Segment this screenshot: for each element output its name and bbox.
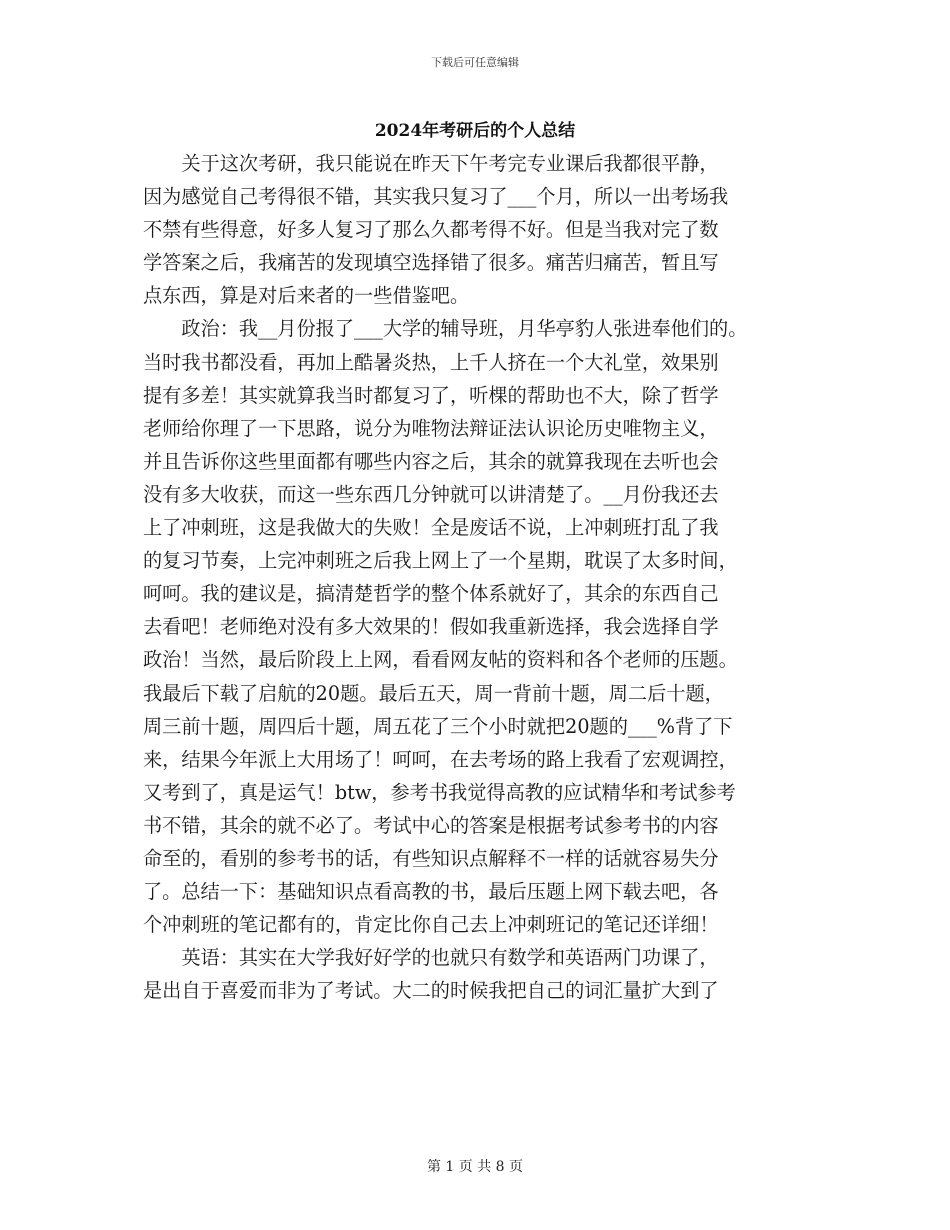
body-line: 没有多大收获，而这一些东西几分钟就可以讲清楚了。__月份我还去 (143, 482, 719, 506)
body-line: 呵呵。我的建议是，搞清楚哲学的整个体系就好了，其余的东西自己 (143, 582, 719, 606)
body-line: 书不错，其余的就不必了。考试中心的答案是根据考试参考书的内容 (143, 813, 719, 837)
body-line: 的复习节奏，上完冲刺班之后我上网上了一个星期，耽误了太多时间， (143, 549, 738, 573)
body-line: 关于这次考研，我只能说在昨天下午考完专业课后我都很平静， (143, 152, 719, 175)
document-body (143, 147, 823, 1007)
body-line: 并且告诉你这些里面都有哪些内容之后，其余的就算我现在去听也会 (143, 449, 719, 473)
body-line: 当时我书都没看，再加上酷暑炎热，上千人挤在一个大礼堂，效果别 (143, 350, 719, 374)
body-line: 提有多差！其实就算我当时都复习了，听棵的帮助也不大，除了哲学 (143, 383, 719, 407)
body-line: 上了冲刺班，这是我做大的失败！全是废话不说，上冲刺班打乱了我 (143, 516, 719, 540)
body-line: 老师给你理了一下思路，说分为唯物法辩证法认识论历史唯物主义， (143, 416, 719, 440)
body-line: 又考到了，真是运气！btw，参考书我觉得高教的应试精华和考试参考 (143, 780, 736, 804)
document-title: 2024年考研后的个人总结 (374, 121, 576, 141)
body-line: 个冲刺班的笔记都有的，肯定比你自己去上冲刺班记的笔记还详细！ (143, 913, 719, 937)
page-number: 第 1 页 共 8 页 (426, 1159, 524, 1175)
body-line: 周三前十题，周四后十题，周五花了三个小时就把20题的___%背了下 (143, 714, 733, 738)
body-line: 学答案之后，我痛苦的发现填空选择错了很多。痛苦归痛苦，暂且写 (143, 251, 719, 275)
body-line: 了。总结一下：基础知识点看高教的书，最后压题上网下载去吧，各 (143, 880, 719, 904)
body-line: 来，结果今年派上大用场了！呵呵，在去考场的路上我看了宏观调控， (143, 747, 738, 771)
body-line: 点东西，算是对后来者的一些借鉴吧。 (143, 284, 470, 308)
page-header-note: 下载后可任意编辑 (431, 56, 519, 69)
body-line: 政治！当然，最后阶段上上网，看看网友帖的资料和各个老师的压题。 (143, 648, 738, 672)
body-line: 我最后下载了启航的20题。最后五天，周一背前十题，周二后十题， (143, 681, 724, 705)
body-line: 命至的，看别的参考书的话，有些知识点解释不一样的话就容易失分 (143, 846, 719, 870)
body-line: 去看吧！老师绝对没有多大效果的！假如我重新选择，我会选择自学 (143, 615, 719, 639)
body-line: 是出自于喜爱而非为了考试。大二的时候我把自己的词汇量扩大到了 (143, 979, 719, 1003)
body-line: 政治：我__月份报了___大学的辅导班，月华亭豹人张进奉他们的。 (143, 317, 748, 341)
body-line: 因为感觉自己考得很不错，其实我只复习了___个月，所以一出考场我 (143, 185, 729, 209)
body-line: 英语：其实在大学我好好学的也就只有数学和英语两门功课了， (143, 946, 719, 970)
body-line: 不禁有些得意，好多人复习了那么久都考得不好。但是当我对完了数 (143, 218, 719, 242)
